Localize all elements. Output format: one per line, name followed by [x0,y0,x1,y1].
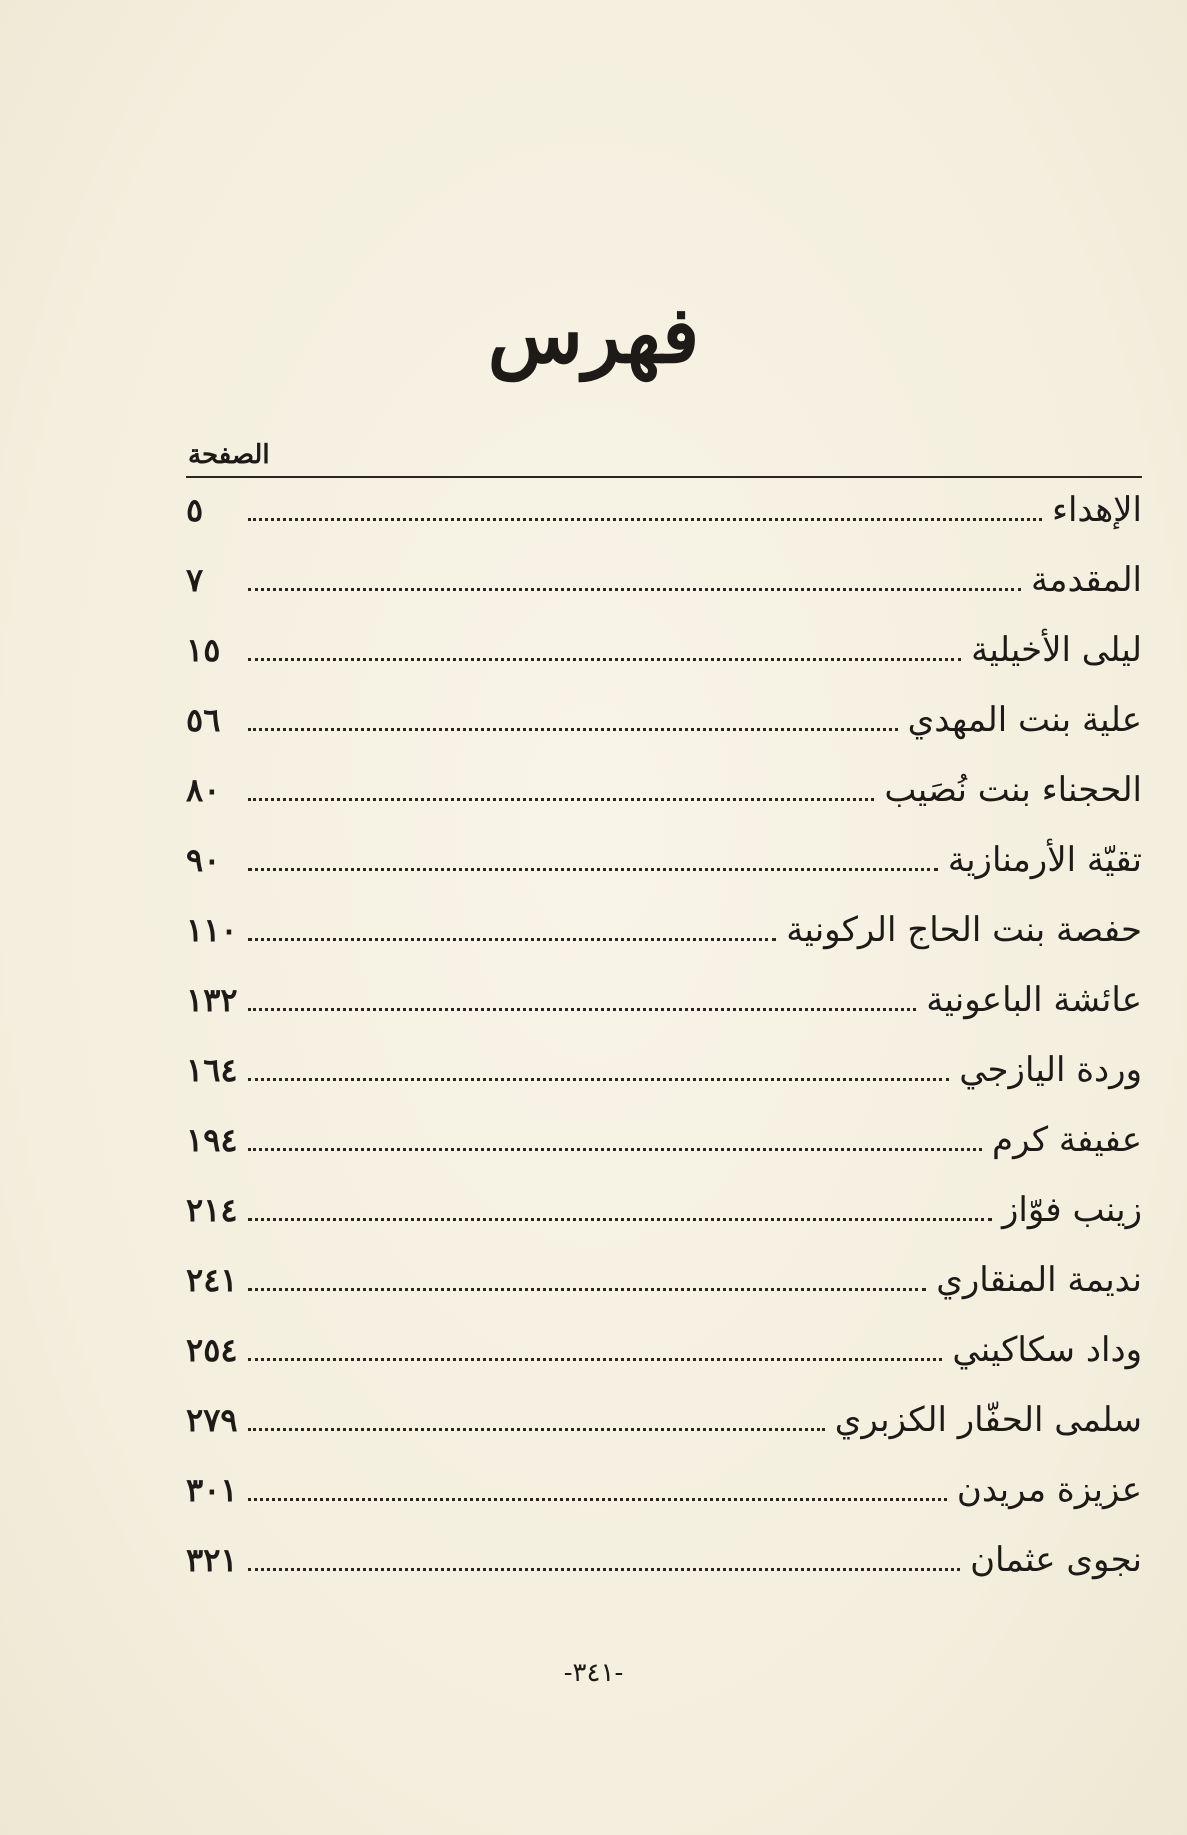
toc-entry [186,1050,1142,1120]
toc-entry-title: المقدمة [1031,560,1142,600]
toc-entry-page: ٩٠ [186,841,221,879]
toc-entry-page: ٣٢١ [186,1541,238,1579]
toc-entry [186,1190,1142,1260]
toc-entry-page: ١٣٢ [186,981,238,1019]
dot-leader [248,657,961,661]
toc-entry-page: ٢١٤ [186,1191,238,1229]
toc-entry [186,910,1142,980]
toc-entry-title: الإهداء [1051,490,1142,530]
toc-entry [186,1540,1142,1610]
toc-entry-title: عزيزة مريدن [956,1470,1142,1510]
page-number: -٣٤١- [563,1658,624,1688]
toc-entry [186,1470,1142,1540]
toc-entry-title: ليلى الأخيلية [971,630,1142,670]
toc-entry [186,630,1142,700]
dot-leader [248,1007,916,1011]
toc-entry-page: ٣٠١ [186,1471,238,1509]
toc-entry-page: ٧ [186,561,204,599]
toc-entry [186,840,1142,910]
dot-leader [248,1357,942,1361]
toc-entry-title: نديمة المنقاري [936,1260,1142,1300]
toc-entry-page: ١٥ [186,631,221,669]
toc-entry-page: ١٩٤ [186,1121,238,1159]
toc-entry-title: زينب فوّاز [1001,1190,1142,1230]
toc-entry [186,1260,1142,1330]
toc-entry [186,770,1142,840]
toc-entry-page: ٢٤١ [186,1261,238,1299]
toc-entry [186,1400,1142,1470]
toc-entry-title: نجوى عثمان [970,1540,1142,1580]
toc-entry-title: سلمى الحفّار الكزبري [834,1400,1142,1440]
toc-entry-title: حفصة بنت الحاج الركونية [786,910,1142,950]
toc-entry-title: عائشة الباعونية [926,980,1142,1020]
toc-entry-title: علية بنت المهدي [907,700,1142,740]
toc-entry [186,700,1142,770]
toc-entry [186,1120,1142,1190]
toc-entry [186,560,1142,630]
toc-entry-page: ١١٠ [186,911,238,949]
toc-entry-page: ١٦٤ [186,1051,238,1089]
toc-entry-title: الحجناء بنت نُصَيب [884,770,1142,810]
dot-leader [248,1567,960,1571]
toc-entry-page: ٨٠ [186,771,221,809]
dot-leader [248,1147,982,1151]
header-rule [186,476,1142,478]
dot-leader [248,587,1021,591]
table-of-contents [186,490,1142,1610]
toc-entry-page: ٢٧٩ [186,1401,238,1439]
dot-leader [248,1497,947,1501]
toc-entry [186,490,1142,560]
toc-entry-title: تقيّة الأرمنازية [947,840,1142,880]
dot-leader [248,1287,926,1291]
dot-leader [248,517,1042,521]
dot-leader [248,1217,992,1221]
page-title: فهرس [487,290,700,381]
dot-leader [248,797,874,801]
toc-entry-title: عفيفة كرم [992,1120,1142,1160]
toc-entry [186,1330,1142,1400]
toc-entry-page: ٥٦ [186,701,221,739]
dot-leader [248,1077,949,1081]
dot-leader [248,727,898,731]
dot-leader [248,1427,825,1431]
toc-entry-page: ٥ [186,491,204,529]
toc-entry-title: وردة اليازجي [959,1050,1142,1090]
toc-entry [186,980,1142,1050]
page-column-header: الصفحة [188,440,270,470]
dot-leader [248,867,938,871]
toc-entry-page: ٢٥٤ [186,1331,238,1369]
dot-leader [248,937,776,941]
toc-entry-title: وداد سكاكيني [952,1330,1142,1370]
